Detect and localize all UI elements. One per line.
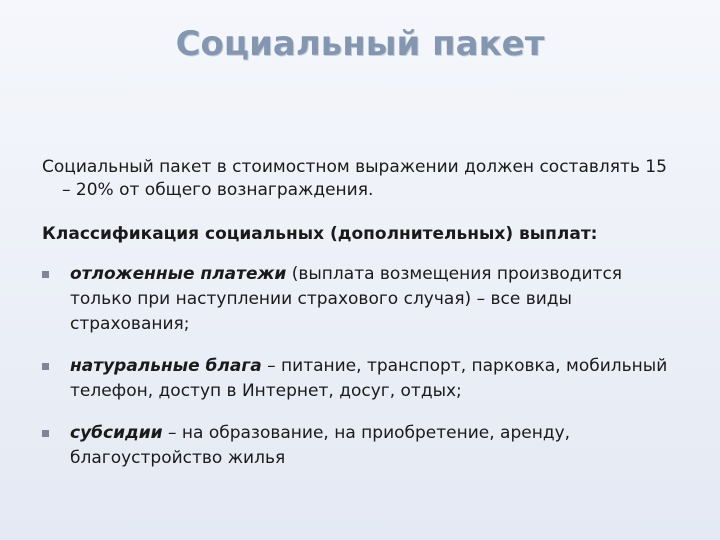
slide-title: Социальный пакет bbox=[175, 24, 545, 64]
item-term: отложенные платежи bbox=[70, 264, 287, 284]
intro-line-1: Социальный пакет в стоимостном выражении должен составлять 15 bbox=[42, 157, 667, 177]
square-bullet-icon bbox=[42, 363, 49, 370]
classification-heading: Классификация социальных (дополнительных) выплат: bbox=[42, 224, 598, 244]
item-text: – питание, транспорт, парковка, мобильный телефон, доступ в Интернет, досуг, отдых; bbox=[70, 356, 668, 401]
intro-paragraph bbox=[42, 156, 692, 202]
list-item bbox=[42, 354, 682, 404]
benefits-list bbox=[42, 262, 682, 488]
item-term: натуральные блага bbox=[70, 356, 262, 376]
item-text: (выплата возмещения производится только при наступлении страхового случая) – все виды страхования; bbox=[70, 264, 623, 334]
square-bullet-icon bbox=[42, 271, 49, 278]
list-item bbox=[42, 262, 682, 337]
list-item bbox=[42, 421, 682, 471]
item-text: – на образование, на приобретение, аренду, благоустройство жилья bbox=[70, 423, 571, 468]
item-term: субсидии bbox=[70, 423, 163, 443]
square-bullet-icon bbox=[42, 430, 49, 437]
intro-line-2: – 20% от общего вознаграждения. bbox=[62, 180, 374, 200]
